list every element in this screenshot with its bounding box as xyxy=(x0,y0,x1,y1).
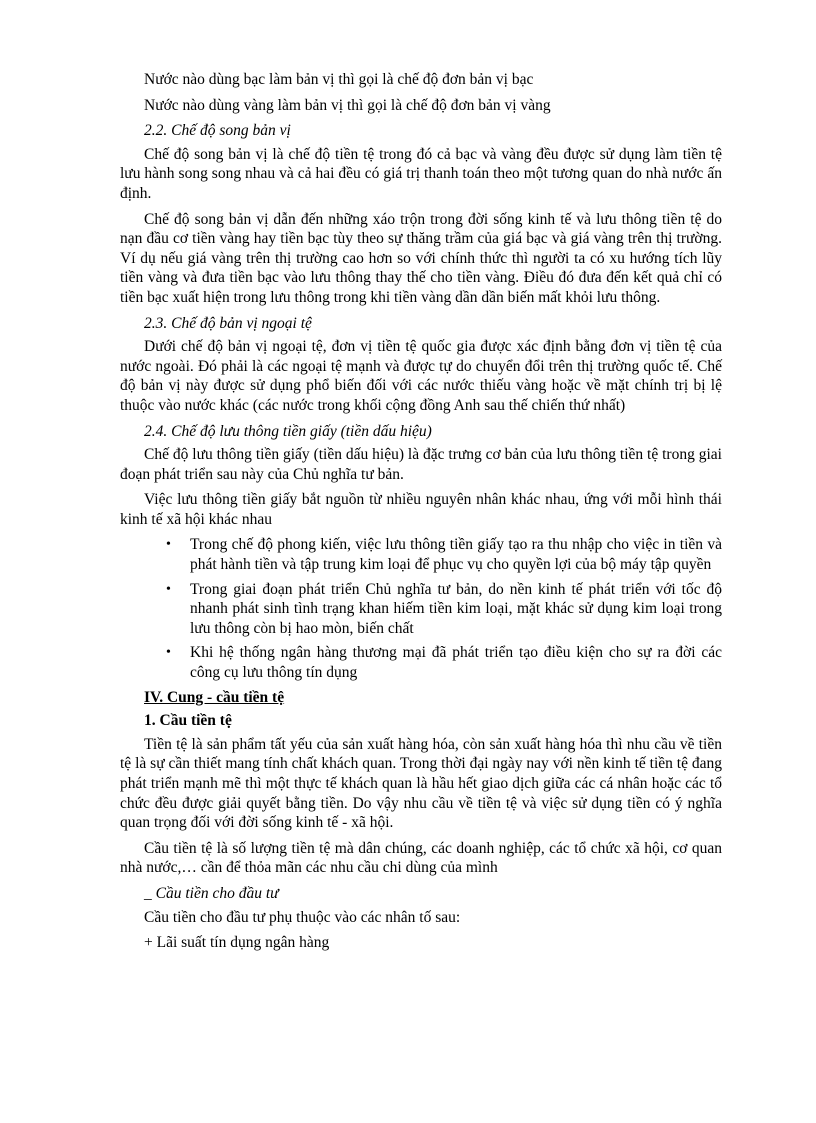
list-item-text: Khi hệ thống ngân hàng thương mại đã phát triển tạo điều kiện cho sự ra đời các công cụ lưu thông tín dụng xyxy=(190,644,722,682)
bullet-icon: • xyxy=(166,537,171,553)
paragraph-interest-rate: + Lãi suất tín dụng ngân hàng xyxy=(144,934,330,952)
paragraph-bimetallism-definition: Chế độ song bản vị là chế độ tiền tệ trong đó cả bạc và vàng đều được sử dụng làm tiền tệ lưu hành song song nhau và cả hai đều có giá trị thanh toán theo một tương quan do nhà nước ấn định. xyxy=(120,145,722,202)
section-heading-iv: IV. Cung - cầu tiền tệ xyxy=(144,688,285,706)
paragraph-bimetallism-effects: Chế độ song bản vị dẫn đến những xáo trộn trong đời sống kinh tế và lưu thông tiền tệ do nạn đầu cơ tiền vàng hay tiền bạc tùy theo sự thăng trầm của giá bạc và giá vàng trên thị trường. Ví dụ nếu giá vàng trên thị trường cao hơn so với chính thức thì người ta có xu hướng tích lũy tiền vàng và đưa tiền bạc vào lưu thông thay thế cho tiền vàng. Điều đó đưa đến kết quả chỉ có tiền bạc xuất hiện trong lưu thông trong khi tiền vàng dần dần biến mất khỏi lưu thông. xyxy=(120,210,722,306)
paragraph-paper-money-origins: Việc lưu thông tiền giấy bắt nguồn từ nhiều nguyên nhân khác nhau, ứng với mỗi hình thái kinh tế xã hội khác nhau xyxy=(120,491,722,528)
heading-money-demand: 1. Cầu tiền tệ xyxy=(144,712,232,730)
bullet-icon: • xyxy=(166,645,171,661)
list-item-text: Trong giai đoạn phát triển Chủ nghĩa tư bản, do nền kinh tế phát triển với tốc độ nhanh phát sinh tình trạng khan hiếm tiền kim loại, mặt khác sử dụng kim loại trong lưu thông còn bị hao mòn, biến chất xyxy=(190,580,722,637)
paragraph-silver-standard: Nước nào dùng bạc làm bản vị thì gọi là chế độ đơn bản vị bạc xyxy=(144,71,534,88)
list-item xyxy=(166,580,722,639)
subheading-2-2: 2.2. Chế độ song bản vị xyxy=(144,122,291,140)
subheading-2-3: 2.3. Chế độ bản vị ngoại tệ xyxy=(144,314,312,332)
document-body xyxy=(120,70,722,959)
paragraph-money-demand-intro: Tiền tệ là sản phẩm tất yếu của sản xuất hàng hóa, còn sản xuất hàng hóa thì nhu cầu về tiền tệ là sự cần thiết mang tính chất khách quan. Trong thời đại ngày nay với nền kinh tế tiền tệ đang phát triển mạnh mẽ thì một thực tế khách quan là hầu hết giao dịch giữa các cá nhân hoặc các tổ chức đều được giải quyết bằng tiền. Do vậy nhu cầu về tiền tệ và việc sử dụng tiền có ý nghĩa quan trọng đối với đời sống kinh tế - xã hội. xyxy=(120,735,722,832)
bullet-icon: • xyxy=(166,581,171,597)
paragraph-money-demand-definition: Cầu tiền tệ là số lượng tiền tệ mà dân chúng, các doanh nghiệp, các tổ chức xã hội, cơ quan nhà nước,… cần để thỏa mãn các nhu cầu chi dùng của mình xyxy=(120,839,722,877)
subheading-investment-demand: _ Cầu tiền cho đầu tư xyxy=(144,884,279,902)
list-item xyxy=(166,535,722,574)
paragraph-gold-standard: Nước nào dùng vàng làm bản vị thì gọi là chế độ đơn bản vị vàng xyxy=(144,96,551,114)
paragraph-paper-money: Chế độ lưu thông tiền giấy (tiền dấu hiệu) là đặc trưng cơ bản của lưu thông tiền tệ trong giai đoạn phát triển sau này của Chủ nghĩa tư bản. xyxy=(120,446,722,483)
subheading-2-4: 2.4. Chế độ lưu thông tiền giấy (tiền dấu hiệu) xyxy=(144,422,432,440)
paragraph-investment-factors: Cầu tiền cho đầu tư phụ thuộc vào các nhân tố sau: xyxy=(144,908,461,926)
bullet-list xyxy=(120,535,722,682)
list-item-text: Trong chế độ phong kiến, việc lưu thông tiền giấy tạo ra thu nhập cho việc in tiền và phát hành tiền và tập trung kim loại để phục vụ cho quyền lợi của bộ máy tập quyền xyxy=(190,536,722,574)
paragraph-foreign-currency-standard: Dưới chế độ bản vị ngoại tệ, đơn vị tiền tệ quốc gia được xác định bằng đơn vị tiền tệ của nước ngoài. Đó phải là các ngoại tệ mạnh và được tự do chuyển đổi trên thị trường quốc tế. Chế độ bản vị này được sử dụng phổ biến đối với các nước thiếu vàng hoặc về mặt chính trị bị lệ thuộc vào nước khác (các nước trong khối cộng đồng Anh sau thế chiến thứ nhất) xyxy=(120,338,722,414)
list-item xyxy=(166,643,722,682)
